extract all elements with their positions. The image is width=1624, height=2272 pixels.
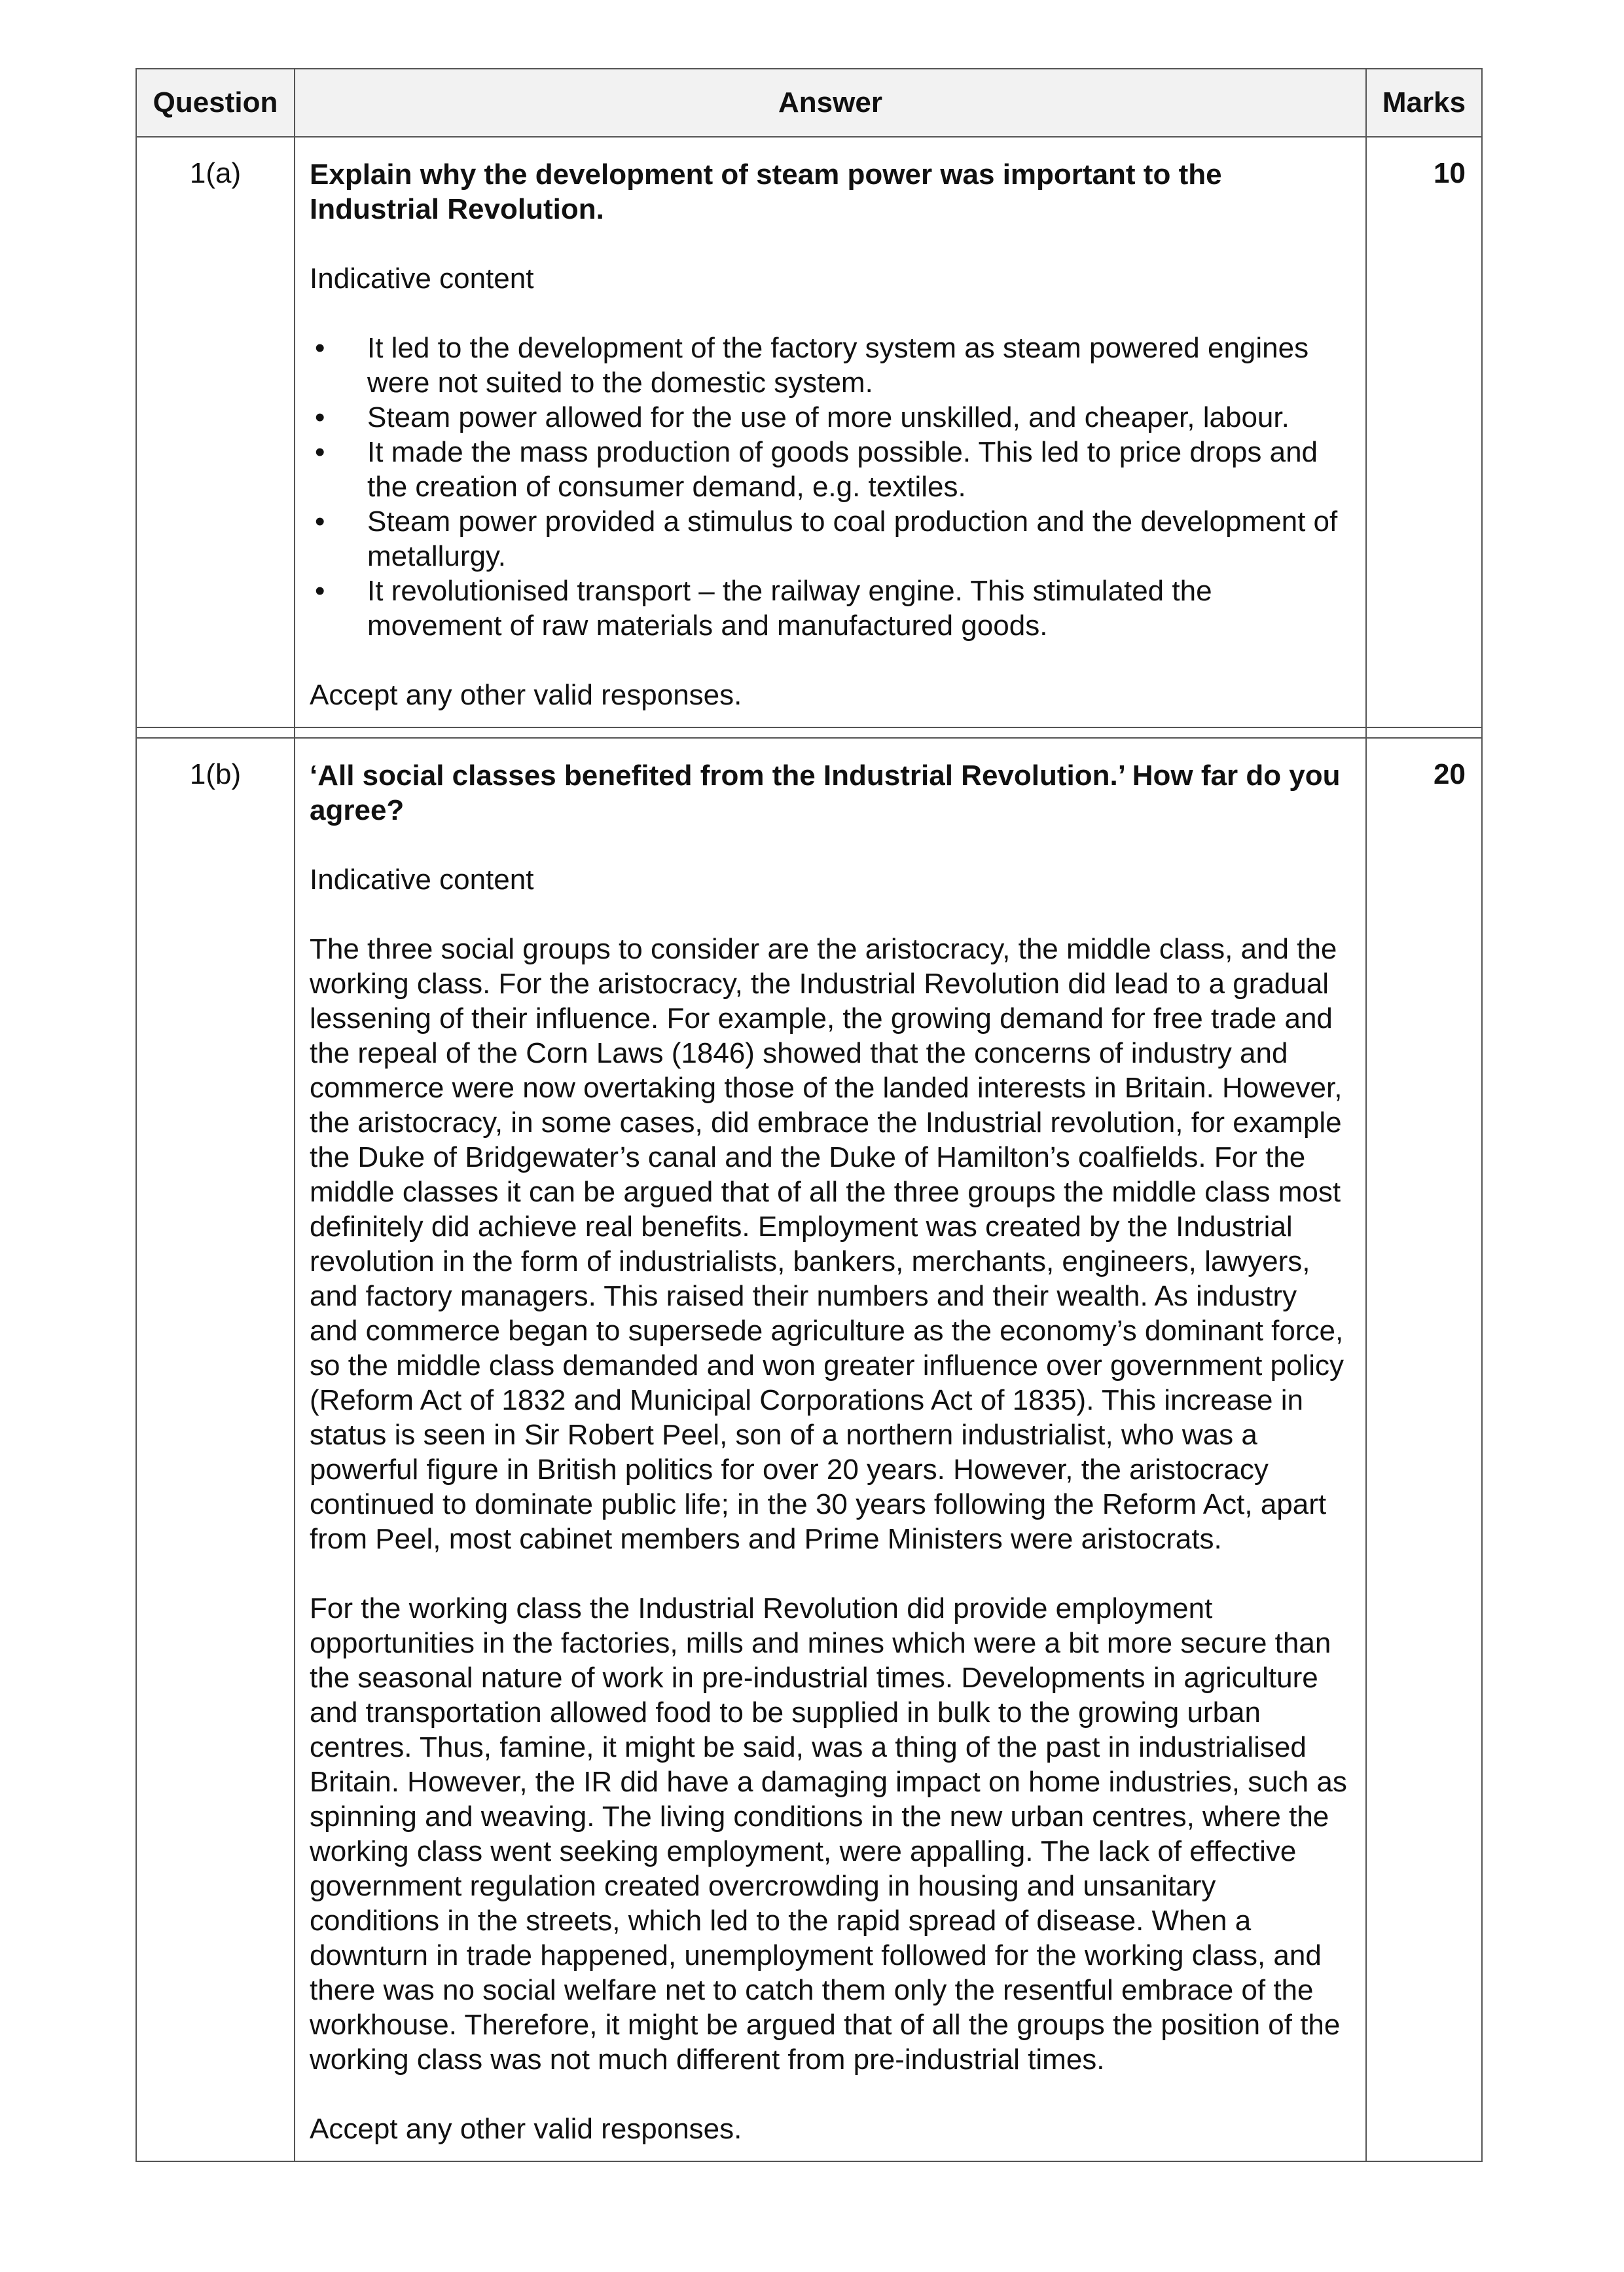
closing-note: Accept any other valid responses. bbox=[310, 679, 742, 711]
answer-paragraph: For the working class the Industrial Revolution did provide employment opportunities in the factories, mills and mines which were a bit more secure than the seasonal nature of work in pre-industrial times. Developments in agriculture and transportation allowed food to be supplied in bulk to the growing urban centres. Thus, famine, it might be said, was a thing of the past in industrialised Britain. However, the IR did have a damaging impact on home industries, such as spinning and weaving. The living conditions in the new urban centres, where the working class went seeking employment, were appalling. The lack of effective government regulation created overcrowding in housing and unsanitary conditions in the streets, which led to the rapid spread of disease. When a downturn in trade happened, unemployment followed for the working class, and there was no social welfare net to catch them only the resentful embrace of the workhouse. Therefore, it might be argued that of all the groups the position of the working class was not much different from pre-industrial times. bbox=[310, 1592, 1347, 2076]
list-item: • Steam power provided a stimulus to coal production and the development of metallurgy. bbox=[315, 505, 1338, 572]
bullet-icon: • bbox=[315, 401, 325, 433]
bullet-icon: • bbox=[315, 575, 325, 607]
question-header: Question bbox=[136, 69, 295, 137]
header-row bbox=[136, 69, 1482, 137]
mark-scheme-table bbox=[135, 68, 1483, 2162]
answer-cell bbox=[295, 738, 1366, 2161]
list-item: • It made the mass production of goods possible. This led to price drops and the creation of consumer demand, e.g. textiles. bbox=[315, 436, 1318, 503]
question-title: Explain why the development of steam power was important to the Industrial Revolution. bbox=[310, 158, 1222, 225]
marks-header: Marks bbox=[1366, 69, 1482, 137]
indicative-list bbox=[310, 331, 1351, 643]
list-item: • It led to the development of the factory system as steam powered engines were not suited to the domestic system. bbox=[315, 332, 1309, 399]
list-item: • It revolutionised transport – the railway engine. This stimulated the movement of raw materials and manufactured goods. bbox=[315, 575, 1212, 642]
indicative-label: Indicative content bbox=[310, 864, 534, 896]
answer-paragraph: The three social groups to consider are the aristocracy, the middle class, and the working class. For the aristocracy, the Industrial Revolution did lead to a gradual lessening of their influence. For example, the growing demand for free trade and the repeal of the Corn Laws (1846) showed that the concerns of industry and commerce were now overtaking those of the landed interests in Britain. However, the aristocracy, in some cases, did embrace the Industrial revolution, for example the Duke of Bridgewater’s canal and the Duke of Hamilton’s coalfields. For the middle classes it can be argued that of all the three groups the middle class most definitely did achieve real benefits. Employment was created by the Industrial revolution in the form of industrialists, bankers, merchants, engineers, lawyers, and factory managers. This raised their numbers and their wealth. As industry and commerce began to supersede agriculture as the economy’s dominant force, so the middle class demanded and won greater influence over government policy (Reform Act of 1832 and Municipal Corporations Act of 1835). This increase in status is seen in Sir Robert Peel, son of a northern industrialist, who was a powerful figure in British politics for over 20 years. However, the aristocracy continued to dominate public life; in the 30 years following the Reform Act, apart from Peel, most cabinet members and Prime Ministers were aristocrats. bbox=[310, 933, 1344, 1555]
question-number: 1(a) bbox=[136, 137, 295, 727]
row-separator bbox=[136, 727, 1482, 738]
closing-note: Accept any other valid responses. bbox=[310, 2113, 742, 2145]
marks-value: 20 bbox=[1366, 738, 1482, 2161]
question-title: ‘All social classes benefited from the Industrial Revolution.’ How far do you agree? bbox=[310, 760, 1341, 826]
bullet-icon: • bbox=[315, 505, 325, 538]
answer-header: Answer bbox=[295, 69, 1366, 137]
question-row-1b bbox=[136, 738, 1482, 2161]
bullet-icon: • bbox=[315, 332, 325, 364]
mark-scheme-sheet bbox=[135, 68, 1483, 2162]
marks-value: 10 bbox=[1366, 137, 1482, 727]
indicative-label: Indicative content bbox=[310, 263, 534, 295]
answer-cell bbox=[295, 137, 1366, 727]
question-number: 1(b) bbox=[136, 738, 295, 2161]
question-row-1a bbox=[136, 137, 1482, 727]
bullet-icon: • bbox=[315, 436, 325, 468]
list-item: • Steam power allowed for the use of more unskilled, and cheaper, labour. bbox=[315, 401, 1290, 433]
